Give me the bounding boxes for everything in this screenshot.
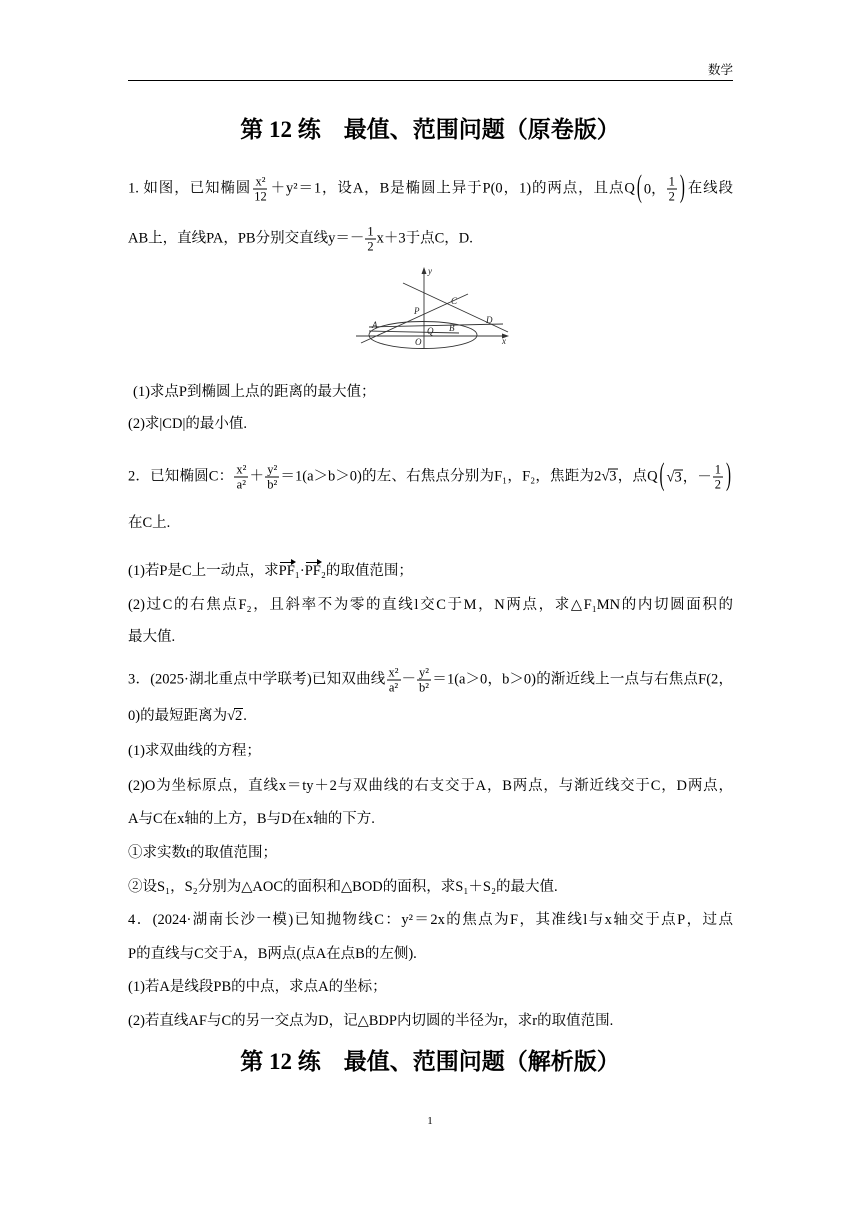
problem-text: 在线段 <box>686 180 734 197</box>
radicand: 3 <box>609 468 617 485</box>
ellipse-figure <box>350 262 515 352</box>
problem-3-subquestion-2: ②设S₁，S₂分别为△AOC的面积和△BOD的面积，求S₁＋S₂的最大值. <box>128 879 558 895</box>
fraction-denominator: 2 <box>367 239 374 254</box>
problem-text: ₂的取值范围； <box>320 563 413 579</box>
fraction-numerator: y² <box>267 462 278 477</box>
problem-text: (1)若P是C上一动点，求 <box>128 563 279 579</box>
left-paren: ( <box>659 459 665 493</box>
right-paren: ) <box>726 459 732 493</box>
problem-1-line-2 <box>128 225 473 254</box>
vector-pf2: PF <box>304 563 321 579</box>
operator: － <box>401 671 417 688</box>
fraction <box>387 666 401 695</box>
page-title: 第 12 练 最值、范围问题（原卷版） <box>240 117 620 142</box>
fraction-denominator: b² <box>267 477 278 492</box>
problem-number: 3． <box>128 671 151 688</box>
header-subject: 数学 <box>707 63 733 77</box>
coordinate-text: 0， <box>643 181 666 197</box>
problem-text: ＋y²＝1，设A，B是椭圆上异于P(0，1)的两点，且点Q <box>269 180 635 197</box>
problem-3-question-2-line-1: (2)O为坐标原点，直线x＝ty＋2与双曲线的右支交于A，B两点，与渐近线交于C，D两点， <box>128 778 733 794</box>
fraction <box>667 175 677 204</box>
problem-4-line-1 <box>128 910 733 930</box>
fraction-numerator: x² <box>255 174 266 189</box>
radicand: 3 <box>674 469 682 485</box>
fraction <box>365 225 375 254</box>
problem-text: ＝1(a＞b＞0)的左、右焦点分别为F₁，F₂，焦距为2√ <box>280 468 610 485</box>
right-paren: ) <box>679 171 685 205</box>
radicand: 2 <box>235 708 243 724</box>
label-p: P <box>414 306 420 316</box>
problem-3-line-2 <box>128 706 247 726</box>
problem-1-question-1: (1)求点P到椭圆上点的距离的最大值； <box>133 384 376 400</box>
fraction-denominator: 2 <box>714 477 722 492</box>
problem-1-line-1 <box>128 171 734 205</box>
fraction-numerator: 1 <box>367 224 374 239</box>
problem-3-question-1: (1)求双曲线的方程； <box>128 743 261 759</box>
problem-number: 4． <box>128 912 153 928</box>
problem-3-line-1 <box>128 666 733 695</box>
radical-sign: √ <box>666 469 675 485</box>
label-a: A <box>372 320 378 330</box>
vector-pf1: PF <box>278 563 295 579</box>
problem-2-line-2: 在C上. <box>128 515 171 531</box>
problem-2-line-1 <box>128 459 733 493</box>
fraction-denominator: b² <box>419 680 430 695</box>
problem-4-question-2: (2)若直线AF与C的另一交点为D，记△BDP内切圆的半径为r，求r的取值范围. <box>128 1013 614 1029</box>
problem-text: 已知双曲线 <box>311 671 386 688</box>
header-rule <box>128 80 733 81</box>
problem-source: (2025·湖北重点中学联考) <box>150 671 312 688</box>
problem-source: (2024·湖南长沙一模) <box>152 912 294 928</box>
left-paren: ( <box>636 171 642 205</box>
problem-1-question-2: (2)求|CD|的最小值. <box>128 416 247 432</box>
problem-text: 0)的最短距离为√ <box>128 708 236 724</box>
label-x: x <box>502 336 506 346</box>
fraction-numerator: 1 <box>714 462 722 477</box>
fraction-numerator: y² <box>419 665 430 680</box>
fraction-denominator: 12 <box>254 189 267 204</box>
problem-text: AB上，直线PA，PB分别交直线y＝－ <box>128 230 365 247</box>
point-coordinates <box>658 459 733 493</box>
fraction-numerator: 1 <box>668 174 675 189</box>
label-y: y <box>428 266 432 276</box>
problem-2-question-2-line-2: 最大值. <box>128 629 176 645</box>
y-axis-arrow <box>422 267 427 274</box>
problem-text: ，点Q <box>617 468 658 485</box>
label-c: C <box>451 296 458 306</box>
problem-3-question-2-line-2: A与C在x轴的上方，B与D在x轴的下方. <box>128 811 375 827</box>
point-coordinates <box>635 171 687 205</box>
label-b: B <box>449 323 455 333</box>
fraction <box>265 463 279 492</box>
problem-4-line-2: P的直线与C交于A，B两点(点A在点B的左侧). <box>128 946 417 962</box>
fraction-numerator: x² <box>388 665 399 680</box>
section-title-answers: 第 12 练 最值、范围问题（解析版） <box>240 1049 620 1074</box>
problem-3-subquestion-1: ①求实数t的取值范围； <box>128 845 278 861</box>
fraction-denominator: 2 <box>668 189 675 204</box>
problem-text: x＋3于点C，D. <box>376 230 473 247</box>
fraction <box>417 666 431 695</box>
operator: ＋ <box>249 468 265 485</box>
label-d: D <box>486 315 493 325</box>
coordinate-text: ，－ <box>682 469 712 485</box>
problem-text: ＝1(a＞0，b＞0)的渐近线上一点与右焦点F(2， <box>432 671 734 688</box>
problem-text: 2．已知椭圆C： <box>128 468 234 485</box>
fraction <box>234 463 248 492</box>
problem-text: ₁· <box>294 563 305 579</box>
problem-text: 1. 如图，已知椭圆 <box>128 180 252 197</box>
label-q: Q <box>427 326 434 336</box>
label-origin: O <box>415 337 422 347</box>
fraction-denominator: a² <box>388 680 399 695</box>
fraction-denominator: a² <box>236 477 246 492</box>
problem-4-question-1: (1)若A是线段PB的中点，求点A的坐标； <box>128 979 387 995</box>
problem-2-question-2-line-1: (2)过C的右焦点F₂，且斜率不为零的直线l交C于M，N两点，求△F₁MN的内切圆面积的 <box>128 597 733 613</box>
fraction <box>252 175 269 204</box>
problem-2-question-1 <box>128 561 413 581</box>
problem-text: 已知抛物线C：y²＝2x的焦点为F，其准线l与x轴交于点P，过点 <box>293 912 733 928</box>
page-number: 1 <box>427 1115 433 1127</box>
fraction-numerator: x² <box>236 462 247 477</box>
fraction <box>713 463 723 492</box>
problem-text: . <box>243 708 247 724</box>
